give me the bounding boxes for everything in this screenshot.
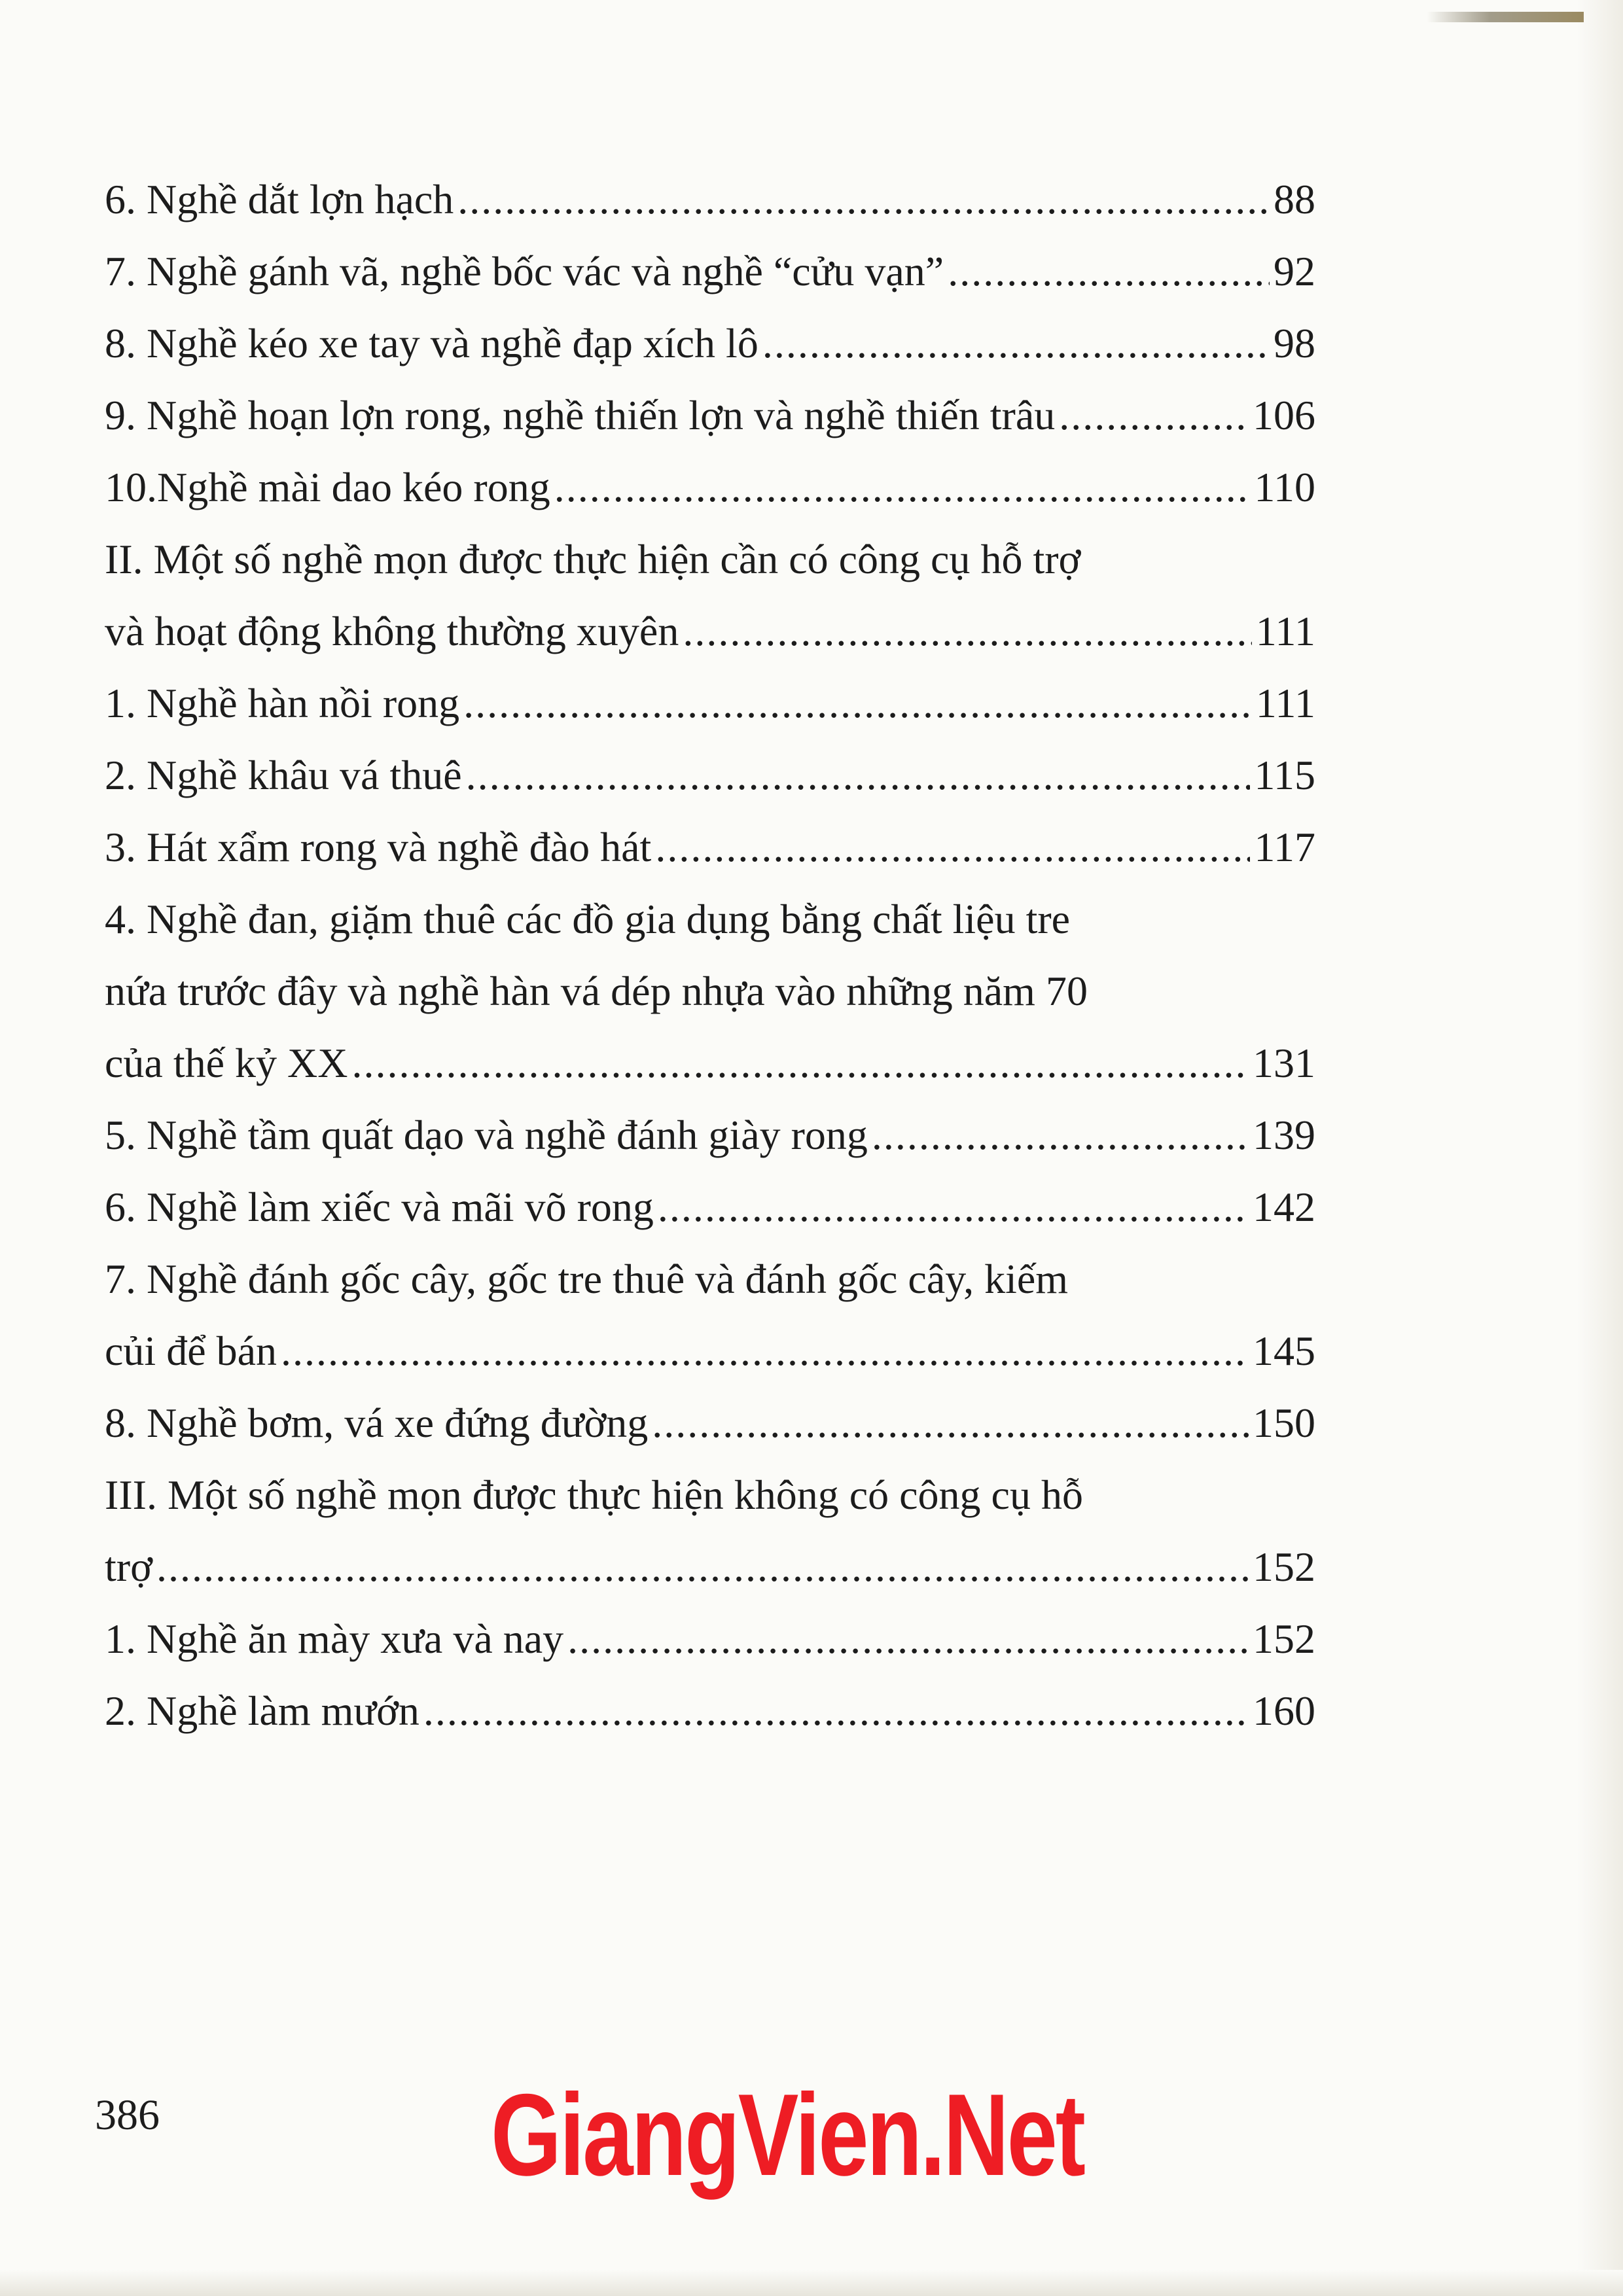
toc-entry-page-number: 98 — [1274, 320, 1315, 366]
toc-entry — [105, 667, 1315, 739]
toc-entry-title: 10.Nghề mài dao kéo rong — [105, 464, 550, 510]
toc-entry — [105, 308, 1315, 380]
toc-entry-page-number: 115 — [1254, 752, 1315, 798]
toc-entry-last-line — [105, 1027, 1315, 1099]
toc-entry-page-number: 145 — [1253, 1328, 1315, 1374]
toc-entry-page-number: 152 — [1253, 1544, 1315, 1590]
toc-entry-title: và hoạt động không thường xuyên — [105, 608, 679, 654]
dot-leader — [466, 739, 1251, 811]
toc-entry — [105, 236, 1315, 308]
dot-leader — [1059, 380, 1249, 451]
toc-entry-line: 4. Nghề đan, giặm thuê các đồ gia dụng bằng chất liệu tre — [105, 896, 1071, 942]
table-of-contents — [105, 164, 1315, 1747]
dot-leader — [683, 595, 1251, 667]
toc-entry-page-number: 88 — [1274, 176, 1315, 222]
toc-entry-title: 5. Nghề tầm quất dạo và nghề đánh giày rong — [105, 1112, 868, 1158]
toc-entry-line: nứa trước đây và nghề hàn vá dép nhựa vào những năm 70 — [105, 968, 1088, 1014]
toc-entry-last-line — [105, 451, 1315, 523]
toc-entry — [105, 1603, 1315, 1675]
toc-entry — [105, 883, 1315, 1099]
toc-entry-page-number: 117 — [1254, 824, 1315, 870]
dot-leader — [281, 1315, 1249, 1387]
toc-entry — [105, 1387, 1315, 1459]
toc-entry-title: 1. Nghề ăn mày xưa và nay — [105, 1616, 564, 1662]
scan-corner-mark — [1427, 12, 1584, 22]
toc-entry-line: 7. Nghề đánh gốc cây, gốc tre thuê và đánh gốc cây, kiếm — [105, 1256, 1069, 1302]
toc-entry-title: củi để bán — [105, 1328, 277, 1374]
dot-leader — [762, 308, 1270, 380]
toc-entry — [105, 739, 1315, 811]
toc-entry-page-number: 152 — [1253, 1616, 1315, 1662]
dot-leader — [658, 1171, 1249, 1243]
toc-entry-page-number: 139 — [1253, 1112, 1315, 1158]
watermark-logo: GiangVien.Net — [491, 2070, 1084, 2200]
toc-entry — [105, 811, 1315, 883]
toc-entry-title: của thế kỷ XX — [105, 1040, 348, 1086]
page-number: 386 — [95, 2091, 160, 2139]
toc-entry-last-line — [105, 164, 1315, 236]
dot-leader — [554, 451, 1251, 523]
toc-entry-title: 2. Nghề làm mướn — [105, 1687, 419, 1734]
toc-entry — [105, 1243, 1315, 1387]
toc-entry-last-line — [105, 1603, 1315, 1675]
toc-entry-title: 8. Nghề kéo xe tay và nghề đạp xích lô — [105, 320, 758, 366]
dot-leader — [156, 1531, 1249, 1603]
toc-entry-title: 2. Nghề khâu vá thuê — [105, 752, 462, 798]
toc-entry-title: 1. Nghề hàn nồi rong — [105, 680, 460, 726]
dot-leader — [872, 1099, 1249, 1171]
dot-leader — [567, 1603, 1249, 1675]
toc-entry-last-line — [105, 811, 1315, 883]
toc-entry-title: 6. Nghề dắt lợn hạch — [105, 176, 454, 222]
dot-leader — [463, 667, 1252, 739]
dot-leader — [655, 811, 1250, 883]
toc-entry-last-line — [105, 1675, 1315, 1747]
toc-entry-title: 7. Nghề gánh vã, nghề bốc vác và nghề “cửu vạn” — [105, 248, 944, 294]
dot-leader — [423, 1675, 1249, 1747]
toc-entry-last-line — [105, 380, 1315, 451]
toc-entry-page-number: 150 — [1253, 1400, 1315, 1446]
toc-entry-last-line — [105, 1171, 1315, 1243]
toc-entry-title: 9. Nghề hoạn lợn rong, nghề thiến lợn và nghề thiến trâu — [105, 392, 1056, 438]
dot-leader — [652, 1387, 1249, 1459]
toc-entry-title: trợ — [105, 1544, 152, 1590]
toc-entry — [105, 1171, 1315, 1243]
toc-entry-last-line — [105, 1531, 1315, 1603]
toc-entry-page-number: 92 — [1274, 248, 1315, 294]
toc-entry — [105, 523, 1315, 667]
toc-entry-line: II. Một số nghề mọn được thực hiện cần có công cụ hỗ trợ — [105, 536, 1081, 582]
toc-entry-last-line — [105, 308, 1315, 380]
toc-entry-last-line — [105, 1099, 1315, 1171]
dot-leader — [948, 236, 1270, 308]
toc-entry-page-number: 111 — [1255, 680, 1315, 726]
toc-entry-last-line — [105, 1387, 1315, 1459]
toc-entry — [105, 451, 1315, 523]
toc-entry-last-line — [105, 1315, 1315, 1387]
toc-entry-page-number: 142 — [1253, 1184, 1315, 1230]
toc-entry-page-number: 131 — [1253, 1040, 1315, 1086]
page-edge-shadow — [1577, 0, 1623, 2296]
toc-entry-page-number: 111 — [1255, 608, 1315, 654]
toc-entry — [105, 164, 1315, 236]
toc-entry-line: III. Một số nghề mọn được thực hiện không có công cụ hỗ — [105, 1472, 1083, 1518]
toc-entry — [105, 1675, 1315, 1747]
toc-entry — [105, 1099, 1315, 1171]
toc-entry-title: 3. Hát xẩm rong và nghề đào hát — [105, 824, 652, 870]
dot-leader — [351, 1027, 1249, 1099]
page-bottom-shadow — [0, 2270, 1623, 2296]
toc-entry-last-line — [105, 739, 1315, 811]
toc-entry-last-line — [105, 236, 1315, 308]
toc-entry-title: 8. Nghề bơm, vá xe đứng đường — [105, 1400, 649, 1446]
toc-entry — [105, 1459, 1315, 1603]
dot-leader — [457, 164, 1270, 236]
toc-entry-page-number: 160 — [1253, 1687, 1315, 1734]
toc-entry-page-number: 110 — [1254, 464, 1315, 510]
toc-entry-title: 6. Nghề làm xiếc và mãi võ rong — [105, 1184, 654, 1230]
toc-entry-last-line — [105, 667, 1315, 739]
toc-entry — [105, 380, 1315, 451]
toc-entry-page-number: 106 — [1253, 392, 1315, 438]
toc-entry-last-line — [105, 595, 1315, 667]
